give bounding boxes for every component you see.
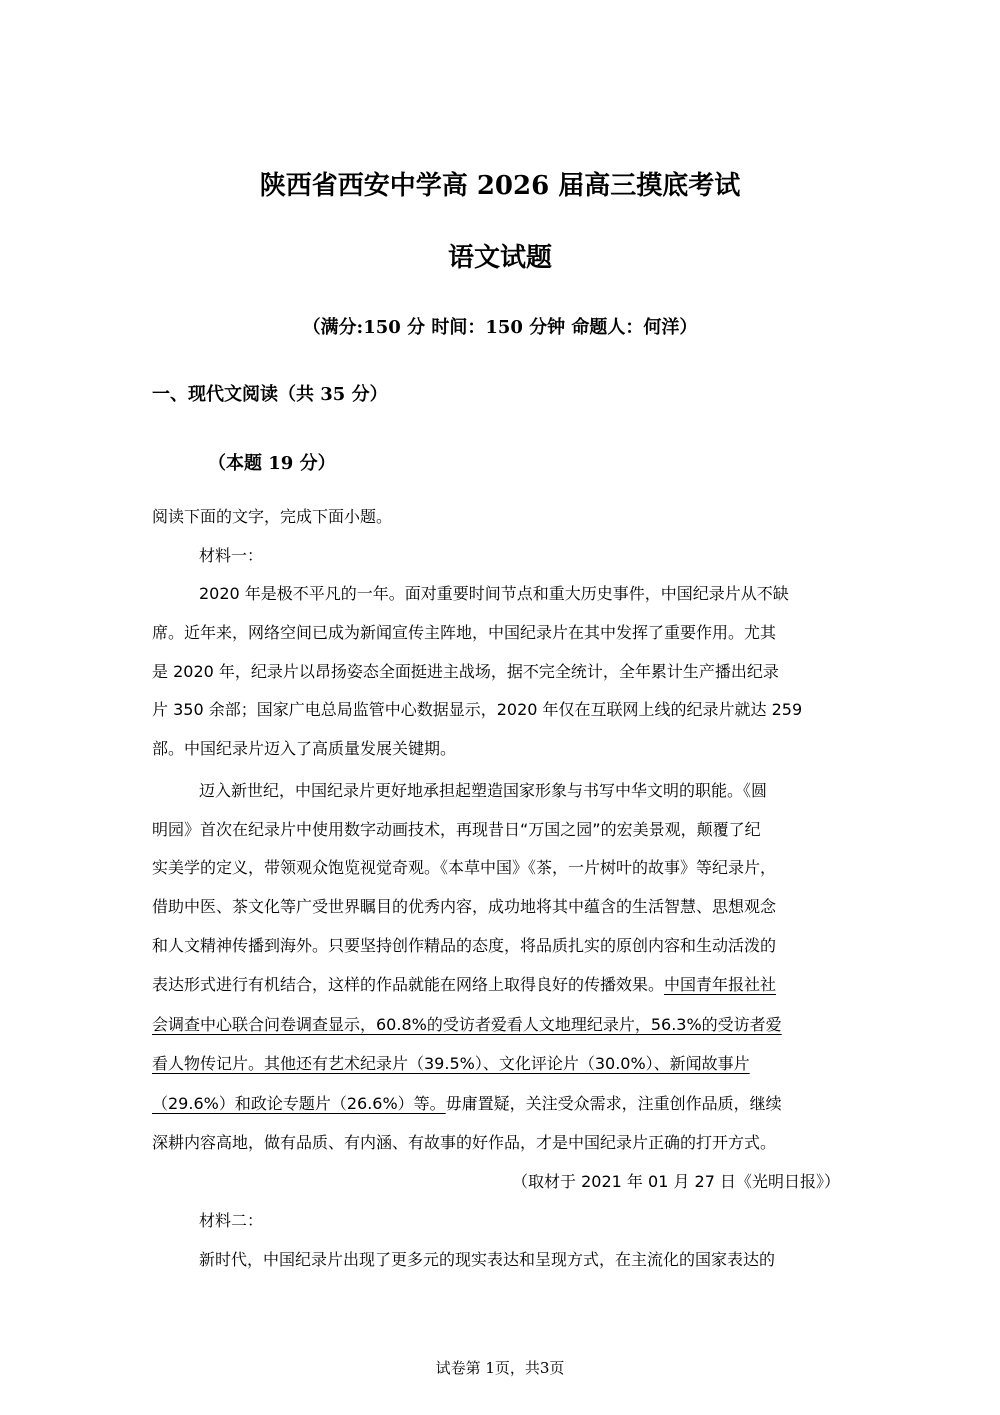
exam-info: （满分:150 分 时间：150 分钟 命题人：何洋） <box>302 317 698 338</box>
underlined-text: 看人物传记片。其他还有艺术纪录片（39.5%）、文化评论片（30.0%）、新闻故事片 <box>152 1054 750 1073</box>
question-score-note: （本题 19 分） <box>208 453 336 474</box>
paragraph-line: 新时代，中国纪录片出现了更多元的现实表达和呈现方式，在主流化的国家表达的 <box>199 1250 776 1269</box>
paragraph-line: 席。近年来，网络空间已成为新闻宣传主阵地，中国纪录片在其中发挥了重要作用。尤其 <box>152 623 777 642</box>
section-heading: 一、现代文阅读（共 35 分） <box>152 384 388 405</box>
paragraph-line: 片 350 余部；国家广电总局监管中心数据显示，2020 年仅在互联网上线的纪录片就达 259 <box>152 700 803 719</box>
paragraph-line: 2020 年是极不平凡的一年。面对重要时间节点和重大历史事件，中国纪录片从不缺 <box>199 584 789 603</box>
paragraph-line: 借助中医、茶文化等广受世界瞩目的优秀内容，成功地将其中蕴含的生活智慧、思想观念 <box>152 897 777 916</box>
paragraph-line: 深耕内容高地，做有品质、有内涵、有故事的好作品，才是中国纪录片正确的打开方式。 <box>152 1133 777 1152</box>
material-two-label: 材料二： <box>199 1211 264 1230</box>
paragraph-line: 迈入新世纪，中国纪录片更好地承担起塑造国家形象与书写中华文明的职能。《圆 <box>199 781 768 800</box>
reading-instruction: 阅读下面的文字，完成下面小题。 <box>152 507 393 526</box>
paragraph-line: 明园》首次在纪录片中使用数字动画技术，再现昔日“万国之园”的宏美景观，颠覆了纪 <box>152 820 761 839</box>
underlined-text: （29.6%）和政论专题片（26.6%）等。 <box>152 1094 446 1113</box>
paragraph-line: 和人文精神传播到海外。只要坚持创作精品的态度，将品质扎实的原创内容和生动活泼的 <box>152 936 777 955</box>
source-citation: （取材于 2021 年 01 月 27 日《光明日报》） <box>512 1172 840 1191</box>
underlined-text: 中国青年报社社 <box>664 975 777 994</box>
paragraph-line <box>152 1091 852 1117</box>
paragraph-text: 表达形式进行有机结合，这样的作品就能在网络上取得良好的传播效果。 <box>152 975 665 994</box>
paragraph-line: 实美学的定义，带领观众饱览视觉奇观。《本草中国》《茶，一片树叶的故事》等纪录片， <box>152 858 777 877</box>
exam-title: 陕西省西安中学高 2026 届高三摸底考试 <box>259 171 741 201</box>
subject-title: 语文试题 <box>447 243 552 273</box>
paragraph-line <box>152 1051 852 1077</box>
paragraph-line: 是 2020 年，纪录片以昂扬姿态全面挺进主战场，据不完全统计，全年累计生产播出纪录 <box>152 662 779 681</box>
paragraph-line <box>152 1012 852 1038</box>
page-footer: 试卷第 1页，共3页 <box>435 1359 565 1377</box>
paragraph-line: 部。中国纪录片迈入了高质量发展关键期。 <box>152 739 457 758</box>
material-one-label: 材料一： <box>199 546 264 565</box>
paragraph-line <box>152 972 852 998</box>
paragraph-text: 毋庸置疑，关注受众需求，注重创作品质，继续 <box>445 1094 782 1113</box>
underlined-text: 会调查中心联合问卷调查显示，60.8%的受访者爱看人文地理纪录片，56.3%的受访者爱 <box>152 1015 782 1034</box>
